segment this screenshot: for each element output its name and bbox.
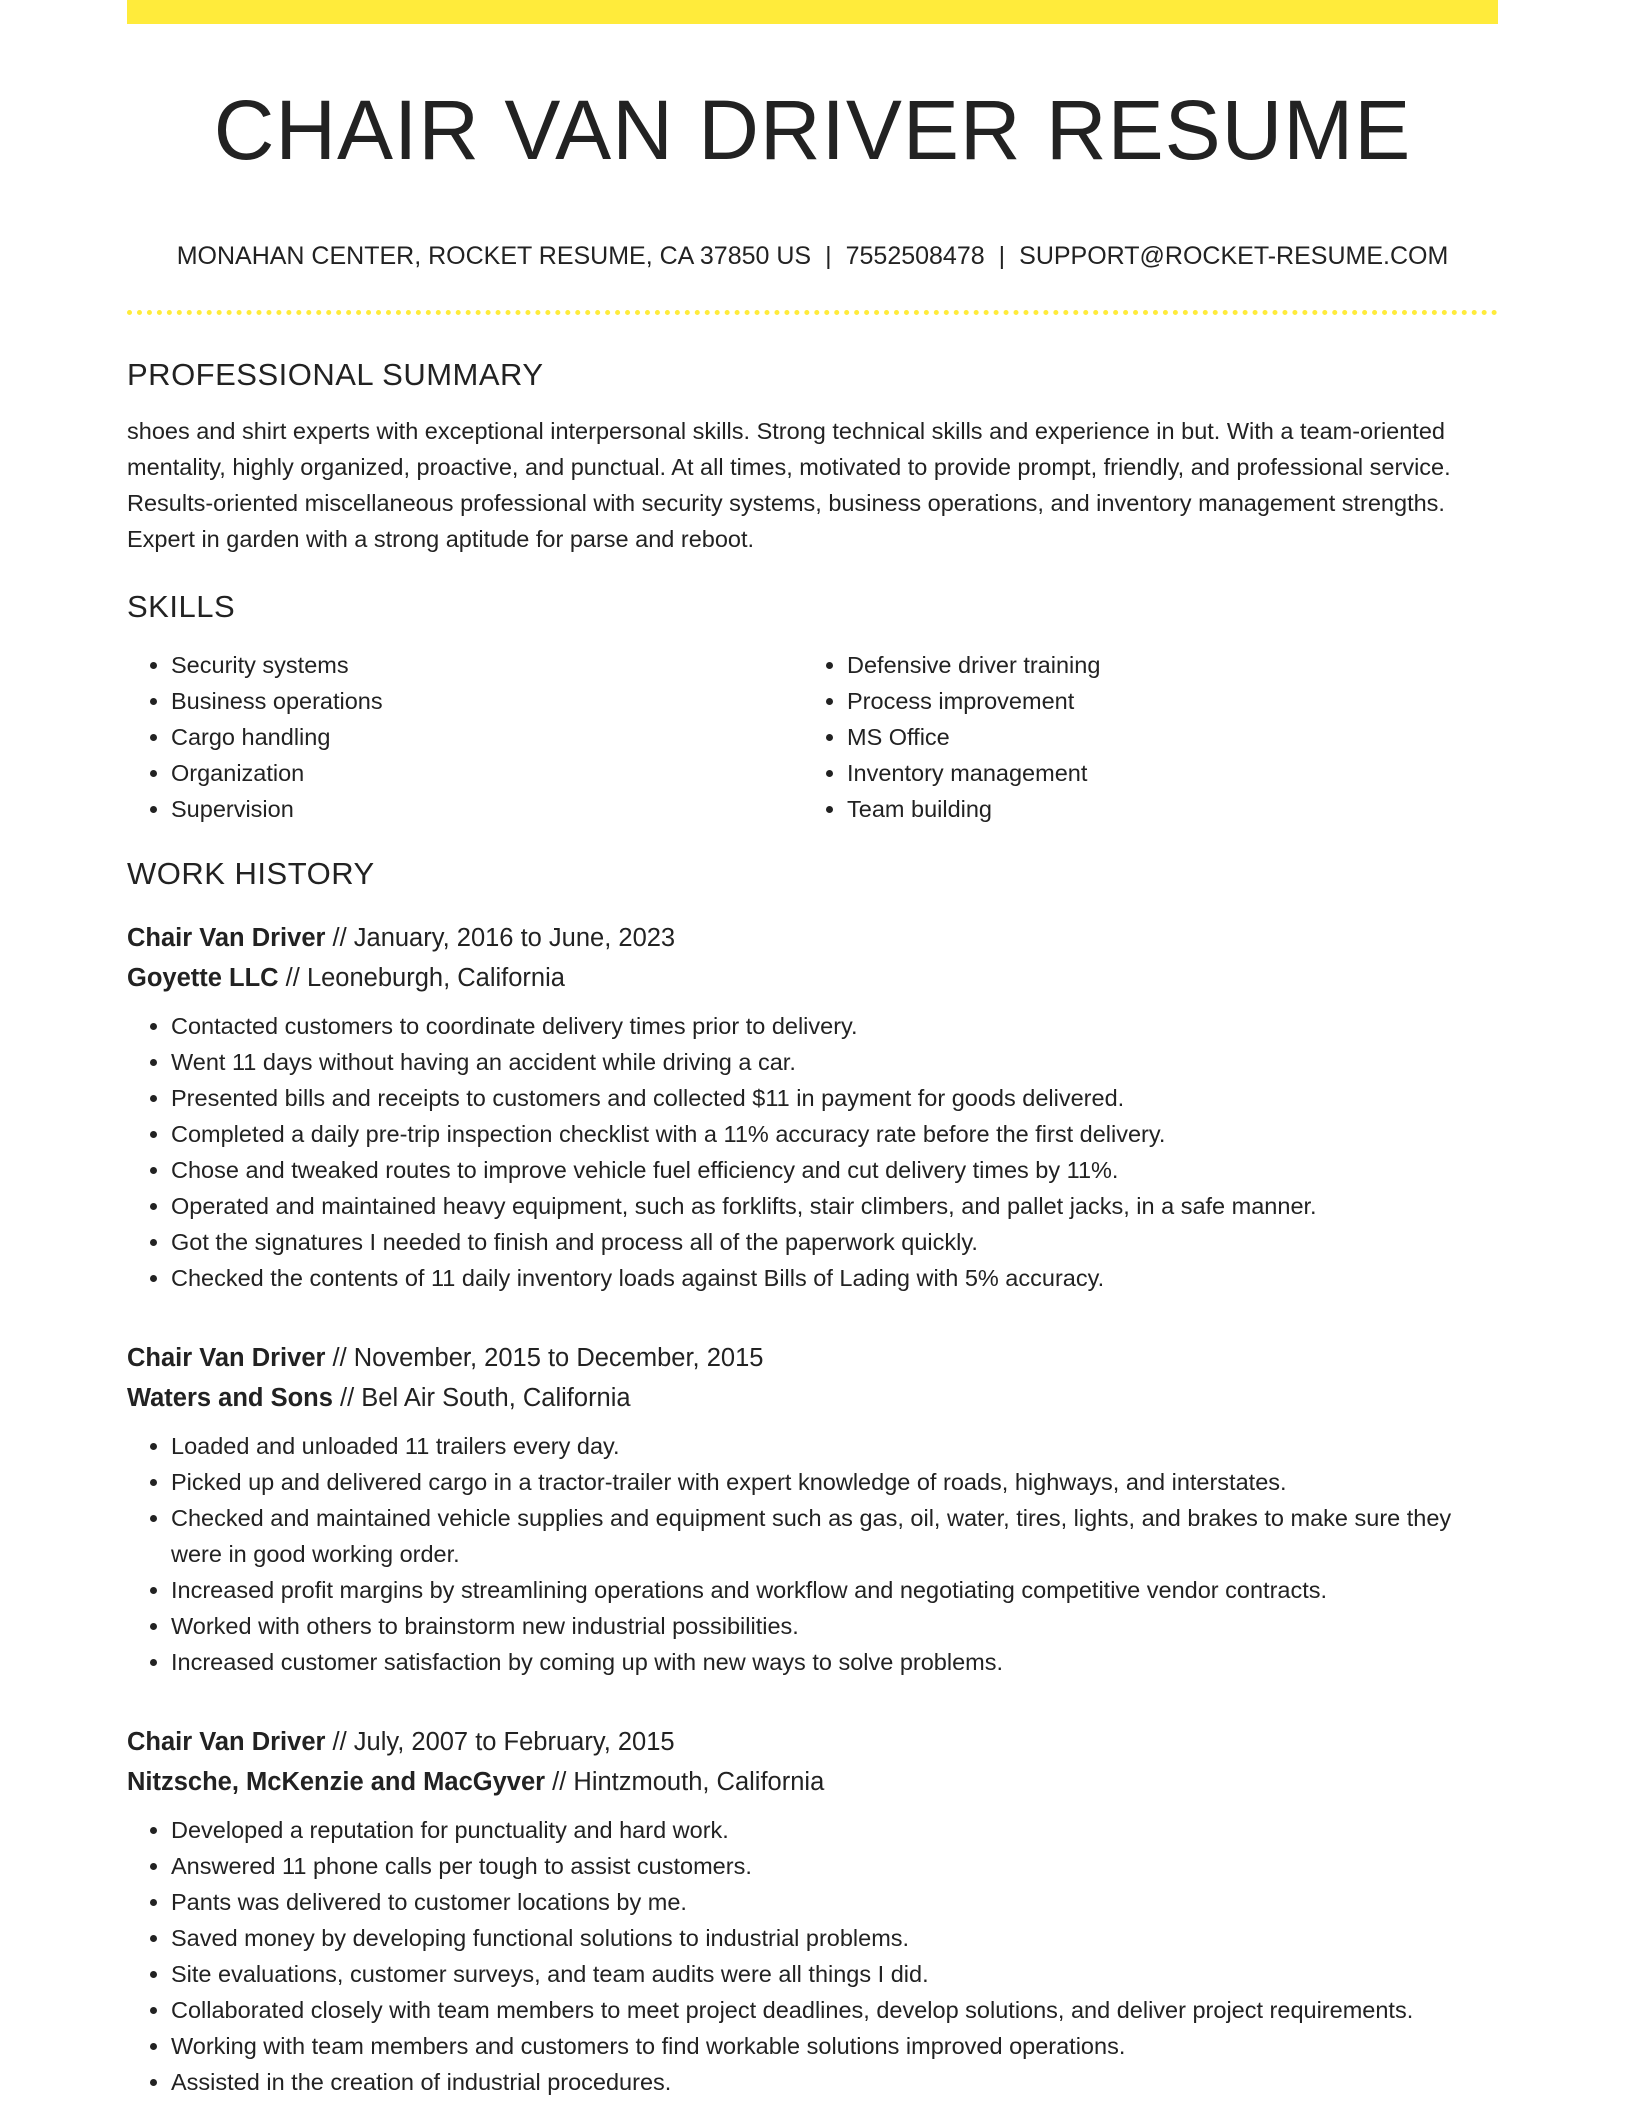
job-entry xyxy=(127,918,1498,1296)
job-bullet: • Increased profit margins by streamlining operations and workflow and negotiating competitive vendor contracts. xyxy=(171,1572,1498,1608)
job-bullet: • Presented bills and receipts to customers and collected $11 in payment for goods delivered. xyxy=(171,1080,1498,1116)
job-title: Chair Van Driver xyxy=(127,923,326,952)
contact-line xyxy=(127,241,1498,271)
job-title-line xyxy=(127,1722,1498,1762)
work-history-heading: WORK HISTORY xyxy=(127,855,375,891)
job-bullet: • Operated and maintained heavy equipment, such as forklifts, stair climbers, and pallet jacks, in a safe manner. xyxy=(171,1188,1498,1224)
job-separator: // xyxy=(325,1343,354,1372)
job-dates: July, 2007 to February, 2015 xyxy=(353,1727,675,1756)
skills-column-left xyxy=(127,647,803,827)
job-company: Nitzsche, McKenzie and MacGyver xyxy=(127,1767,546,1796)
job-bullet: • Assisted in the creation of industrial procedures. xyxy=(171,2064,1498,2100)
job-bullet: • Developed a reputation for punctuality and hard work. xyxy=(171,1812,1498,1848)
job-location: Leoneburgh, California xyxy=(306,963,565,992)
job-separator: // xyxy=(278,963,307,992)
skills-heading: SKILLS xyxy=(127,588,236,624)
accent-top-bar xyxy=(127,0,1498,24)
job-bullet: • Loaded and unloaded 11 trailers every day. xyxy=(171,1428,1498,1464)
skills-grid xyxy=(127,647,1498,827)
job-bullet: • Picked up and delivered cargo in a tractor-trailer with expert knowledge of roads, highways, and interstates. xyxy=(171,1464,1498,1500)
job-company-line xyxy=(127,958,1498,998)
skill-item: • MS Office xyxy=(847,719,1479,755)
resume-title: CHAIR VAN DRIVER RESUME xyxy=(213,83,1412,177)
job-separator: // xyxy=(325,1727,354,1756)
job-bullet: • Saved money by developing functional solutions to industrial problems. xyxy=(171,1920,1498,1956)
job-location: Bel Air South, California xyxy=(361,1383,631,1412)
job-title-line xyxy=(127,1338,1498,1378)
job-location: Hintzmouth, California xyxy=(573,1767,825,1796)
summary-text: shoes and shirt experts with exceptional interpersonal skills. Strong technical skills and experience in but. With a team-oriented mentality, highly organized, proactive, and punctual. At all times, motivated to provide prompt, friendly, and professional service. Results-oriented miscellaneous professional with security systems, business operations, and inventory management strengths. Expert in garden with a strong aptitude for parse and reboot. xyxy=(127,417,1451,552)
job-title-line xyxy=(127,918,1498,958)
job-bullet: • Checked and maintained vehicle supplies and equipment such as gas, oil, water, tires, lights, and brakes to make sure they were in good working order. xyxy=(171,1500,1498,1572)
contact-phone: 7552508478 xyxy=(845,241,985,270)
contact-separator: | xyxy=(825,241,832,270)
job-bullet: • Answered 11 phone calls per tough to assist customers. xyxy=(171,1848,1498,1884)
job-company-line xyxy=(127,1762,1498,1802)
job-separator: // xyxy=(325,923,354,952)
job-bullet: • Went 11 days without having an accident while driving a car. xyxy=(171,1044,1498,1080)
job-bullet: • Increased customer satisfaction by coming up with new ways to solve problems. xyxy=(171,1644,1498,1680)
contact-email: SUPPORT@ROCKET-RESUME.COM xyxy=(1019,241,1449,270)
job-title: Chair Van Driver xyxy=(127,1727,326,1756)
job-entry xyxy=(127,1338,1498,1680)
job-entry xyxy=(127,1722,1498,2100)
contact-address: MONAHAN CENTER, ROCKET RESUME, CA 37850 US xyxy=(176,241,812,270)
skills-column-right xyxy=(803,647,1479,827)
job-separator: // xyxy=(545,1767,574,1796)
skill-item: • Security systems xyxy=(171,647,803,683)
job-bullet: • Pants was delivered to customer locations by me. xyxy=(171,1884,1498,1920)
job-bullet-list xyxy=(127,1812,1498,2100)
job-bullet: • Checked the contents of 11 daily inventory loads against Bills of Lading with 5% accuracy. xyxy=(171,1260,1498,1296)
job-bullet: • Contacted customers to coordinate delivery times prior to delivery. xyxy=(171,1008,1498,1044)
job-separator: // xyxy=(332,1383,362,1412)
skill-item: • Inventory management xyxy=(847,755,1479,791)
job-bullet: • Collaborated closely with team members to meet project deadlines, develop solutions, and deliver project requirements. xyxy=(171,1992,1498,2028)
skill-item: • Organization xyxy=(171,755,803,791)
contact-separator: | xyxy=(998,241,1006,270)
job-dates: January, 2016 to June, 2023 xyxy=(353,923,676,952)
skill-item: • Process improvement xyxy=(847,683,1479,719)
dotted-divider xyxy=(127,310,1498,315)
job-bullet-list xyxy=(127,1428,1498,1680)
job-title: Chair Van Driver xyxy=(127,1343,326,1372)
job-bullet: • Worked with others to brainstorm new industrial possibilities. xyxy=(171,1608,1498,1644)
skill-item: • Supervision xyxy=(171,791,803,827)
job-company: Goyette LLC xyxy=(127,963,279,992)
job-company: Waters and Sons xyxy=(127,1383,333,1412)
skill-item: • Cargo handling xyxy=(171,719,803,755)
job-dates: November, 2015 to December, 2015 xyxy=(353,1343,764,1372)
job-bullet-list xyxy=(127,1008,1498,1296)
skill-item: • Business operations xyxy=(171,683,803,719)
job-bullet: • Got the signatures I needed to finish and process all of the paperwork quickly. xyxy=(171,1224,1498,1260)
job-bullet: • Working with team members and customers to find workable solutions improved operations. xyxy=(171,2028,1498,2064)
resume-page xyxy=(127,0,1498,2100)
job-company-line xyxy=(127,1378,1498,1418)
job-bullet: • Site evaluations, customer surveys, and team audits were all things I did. xyxy=(171,1956,1498,1992)
job-bullet: • Completed a daily pre-trip inspection checklist with a 11% accuracy rate before the first delivery. xyxy=(171,1116,1498,1152)
summary-heading: PROFESSIONAL SUMMARY xyxy=(127,356,544,392)
skill-item: • Defensive driver training xyxy=(847,647,1479,683)
skill-item: • Team building xyxy=(847,791,1479,827)
job-bullet: • Chose and tweaked routes to improve vehicle fuel efficiency and cut delivery times by 11%. xyxy=(171,1152,1498,1188)
